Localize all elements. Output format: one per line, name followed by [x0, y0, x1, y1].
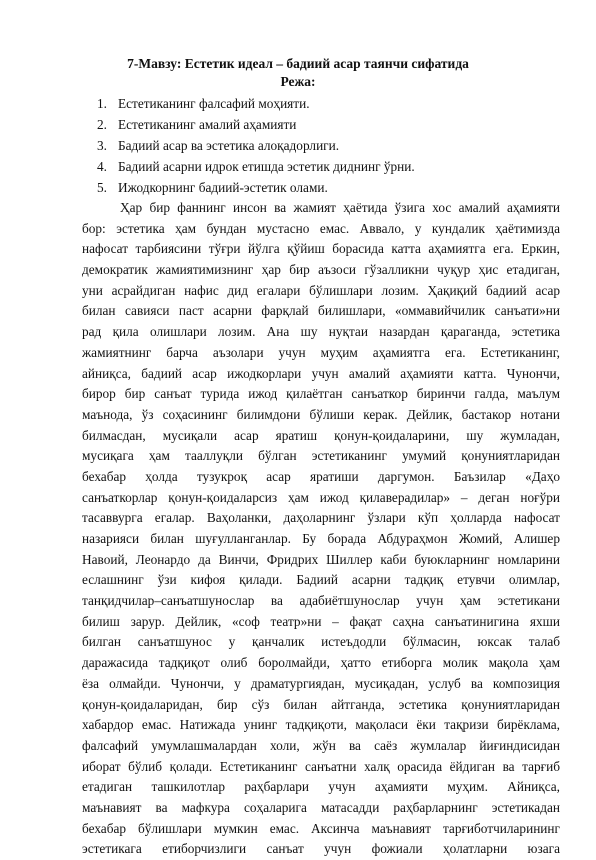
body-line: санъаткорлар қонун-қоидаларсиз ҳам ижод қилаверадилар» – деган ноғўри: [82, 489, 560, 505]
body-line: билиш зарур. Дейлик, «соф театр»ни – фақат саҳна санъатинигина яхши: [82, 613, 560, 629]
body-line: Навоий, Леонардо да Винчи, Фридрих Шиллер каби буюкларнинг номларини: [82, 551, 560, 567]
body-line: бирор бир санъат турида ижод қилаётган санъаткор биринчи галда, маълум: [82, 386, 560, 402]
plan-item: [97, 177, 415, 198]
plan-item-number: 2.: [97, 117, 107, 132]
body-line: уни асрайдиган нафис дид егалари бўлишлари лозим. Ҳақиқий бадиий асар: [82, 282, 560, 298]
body-line: ёза олмайди. Чунончи, у драматургиядан, мусиқадан, услуб ва композиция: [82, 675, 560, 691]
plan-item-number: 4.: [97, 159, 107, 174]
body-line: бор: эстетика ҳам бундан мустасно емас. Аввало, у кундалик ҳаётимизда: [82, 220, 560, 236]
body-line: билмасдан, мусиқали асар яратиш қонун-қоидаларини, шу жумладан,: [82, 427, 560, 443]
plan-heading: Режа:: [280, 74, 316, 89]
plan-item: [97, 93, 415, 114]
body-line: иборат бўлиб қолади. Естетиканинг санъатни халқ орасида ёйдиган ва тарғиб: [82, 758, 560, 774]
plan-item-number: 5.: [97, 180, 107, 195]
plan-item-number: 1.: [97, 96, 107, 111]
body-line: билан савияси паст асарни фарқлай билишлари, «оммавийчилик санъати»ни: [82, 303, 560, 319]
body-line: билган санъатшунос у қанчалик истеъдодли бўлмасин, юксак талаб: [82, 634, 560, 650]
plan-item-text: Бадиий асарни идрок етишда эстетик диднинг ўрни.: [118, 159, 415, 174]
lecture-title: 7-Мавзу: Естетик идеал – бадиий асар таянчи сифатида: [127, 56, 469, 71]
body-line: танқидчилар–санъатшунослар ва адабиётшунослар учун ҳам эстетикани: [82, 593, 560, 609]
body-line: демократик жамиятимизнинг ҳар бир аъзоси гўзалликни чуқур ҳис етадиган,: [82, 262, 560, 278]
body-line: эстетикага етиборчизлиги санъат учун фожиали ҳолатларни юзага: [82, 841, 560, 857]
plan-item-text: Естетиканинг фалсафий моҳияти.: [118, 96, 310, 111]
body-line: етадиган ташкилотлар раҳбарлари учун аҳамияти муҳим. Айниқса,: [82, 779, 560, 795]
plan-list: [97, 93, 415, 198]
plan-item-text: Бадиий асар ва эстетика алоқадорлиги.: [118, 138, 340, 153]
body-paragraph: [82, 198, 560, 860]
body-line: маънода, ўз соҳасининг билимдони бўлиши керак. Дейлик, бастакор нотани: [82, 406, 560, 422]
body-line: маънавият ва мафкура соҳаларига матасадди раҳбарларнинг эстетикадан: [82, 799, 560, 815]
plan-item: [97, 135, 415, 156]
body-line: айниқса, бадиий асар ижодкорлари учун амалий аҳамияти катта. Чунончи,: [82, 365, 560, 381]
body-line: Ҳар бир фаннинг инсон ва жамият ҳаётида ўзига хос амалий аҳамияти: [120, 200, 560, 215]
body-line: бехабар ҳолда тузукроқ асар яратиши даргумон. Баъзилар «Даҳо: [82, 468, 560, 484]
plan-item-text: Естетиканинг амалий аҳамияти: [118, 117, 297, 132]
plan-item-number: 3.: [97, 138, 107, 153]
plan-item: [97, 156, 415, 177]
body-line: фалсафий умумлашмалардан холи, жўн ва саёз жумлалар йиғиндисидан: [82, 737, 560, 753]
body-line: тасаввурга егалар. Ваҳоланки, даҳоларнинг ўзлари кўп ҳолларда нафосат: [82, 510, 560, 526]
body-line: хабардор емас. Натижада унинг тадқиқоти, мақоласи ёки тақризи бирёклама,: [82, 717, 560, 733]
body-line: жамиятнинг барча аъзолари учун муҳим аҳамиятга ега. Естетиканинг,: [82, 344, 560, 360]
body-line: бехабар бўлишлари мумкин емас. Аксинча маънавият тарғиботчиларининг: [82, 820, 560, 836]
plan-item-text: Ижодкорнинг бадиий-эстетик олами.: [118, 180, 328, 195]
body-line: назарияси билан шуғулланганлар. Бу борада Абдураҳмон Жомий, Алишер: [82, 531, 560, 546]
body-line: рад қила олишлари лозим. Ана шу нуқтаи назардан қараганда, эстетика: [82, 324, 560, 340]
body-line: еслашнинг ўзи кифоя қилади. Бадиий асарни тадқиқ етувчи олимлар,: [82, 572, 560, 588]
body-line: мусиқага ҳам тааллуқли бўлган эстетиканинг умумий қонуниятларидан: [82, 448, 560, 464]
body-line: даражасида тадқиқот олиб боролмайди, ҳатто етиборга молик мақола ҳам: [82, 655, 560, 671]
body-line: нафосат тарбиясини тўғри йўлга қўйиш борасида катта аҳамиятга ега. Еркин,: [82, 241, 560, 257]
body-line: қонун-қоидаларидан, бир сўз билан айтганда, эстетика қонуниятларидан: [82, 696, 560, 712]
plan-item: [97, 114, 415, 135]
